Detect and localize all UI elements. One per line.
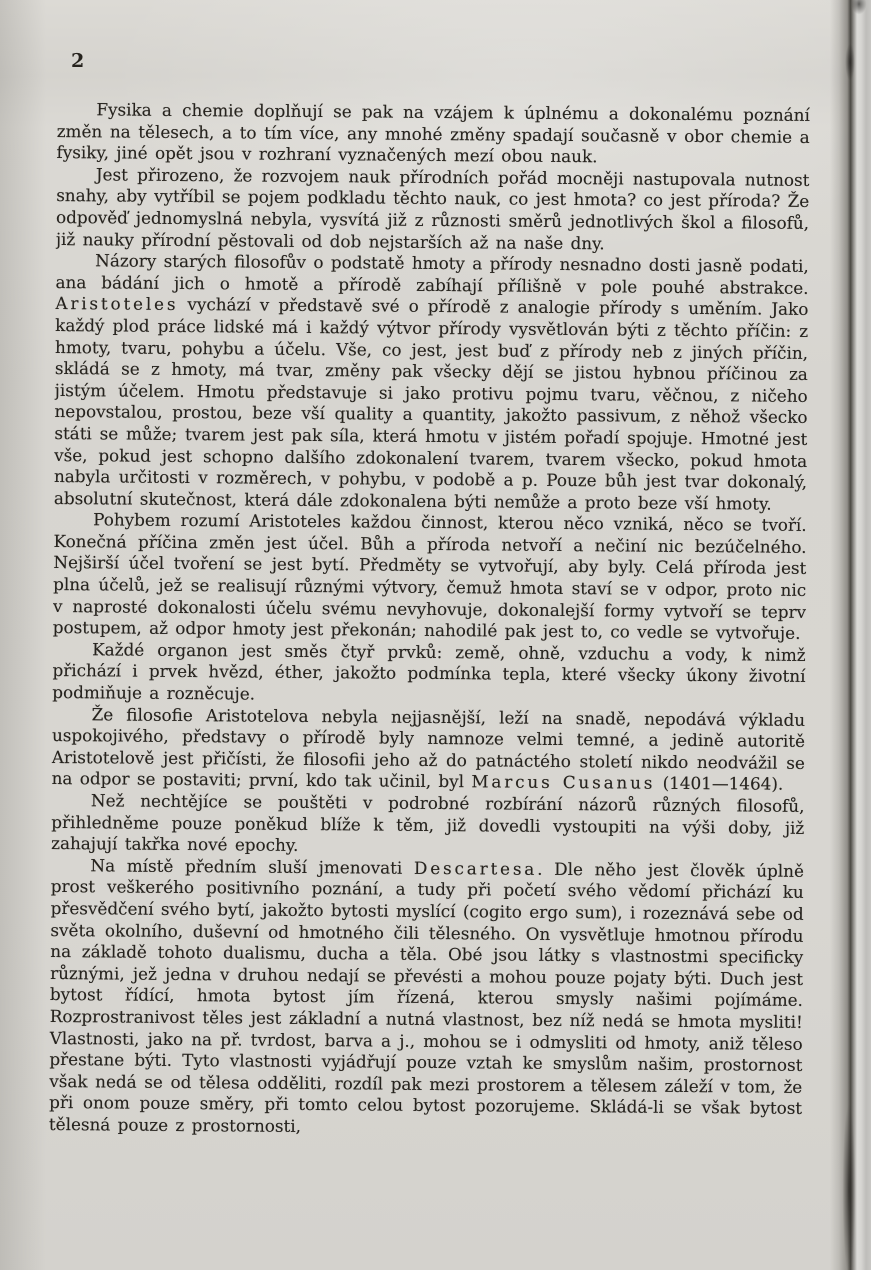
left-edge-shadow <box>0 0 46 1270</box>
paragraph <box>56 99 809 170</box>
emphasized-name: Descartesa <box>413 857 538 879</box>
emphasized-name: Aristoteles <box>55 293 179 315</box>
emphasized-name: Marcus Cusanus <box>471 771 656 794</box>
paragraph <box>56 164 810 256</box>
paragraph-text: . Dle něho jest člověk úplně prost veškerého positivního poznání, a tudy při početí svého vědomí přichází ku přesvědčení svého bytí, jakožto bytosti myslící (cogito ergo sum), i rozeznává sebe od světa okolního, duševní od hmotného čili tělesného. On vysvětluje hmotnou přírodu na základě tohoto dualismu, ducha a těla. Obé jsou látky s vlastnostmi specificky různými, jež jedna v druhou nedají se převésti a mohou pouze pojaty býti. Duch jest bytost řídící, hmota bytost jím řízená, kterou smysly našimi pojímáme. Rozprostranivost těles jest základní a nutná vlastnost, bez níž nedá se hmota mysliti! Vlastnosti, jako na př. tvrdost, barva a j., mohou se i odmysliti od hmoty, aniž těleso přestane býti. Tyto vlastnosti vyjádřují pouze vztah ke smyslům našim, prostornost však nedá se od tělesa odděliti, rozdíl pak mezi prostorem a tělesem záleží v tom, že při onom pouze směry, při tomto celou bytost pozorujeme. Skládá-li se však bytost tělesná pouze z prostornosti, <box>48 858 805 1136</box>
paragraph <box>49 855 804 1142</box>
paragraph-text: Fysika a chemie doplňují se pak na vzájem k úplnému a dokonalému poznání změn na tělesech, a to tím více, any mnohé změny spadají současně v obor chemie a fysiky, jiné opět jsou v rozhraní vyznačených mezí obou nauk. <box>56 99 810 167</box>
paragraph-text: Názory starých filosofův o podstatě hmoty a přírody nesnadno dosti jasně podati, ana bádání jich o hmotě a přírodě zabíhají přílišně v pole pouhé abstrakce. <box>55 250 809 298</box>
paragraph <box>54 250 809 515</box>
paragraph-text: vychází v představě své o přírodě z analogie přírody s uměním. Jako každý plod práce lidské má i každý výtvor přírody vysvětlován býti z těchto příčin: z hmoty, tvaru, pohybu a účelu. Vše, co jest, jest buď z přírody neb z jiných příčin, skládá se z hmoty, má tvar, změny pak všecky dějí se jistou hybnou příčinou za jistým účelem. Hmotu představuje si jako protivu pojmu tvaru, věčnou, z ničeho nepovstalou, prostou, beze vší quality a quantity, jakožto passivum, z něhož všecko státi se může; tvarem jest pak síla, která hmotu v jistém pořadí spojuje. Hmotné jest vše, pokud jest schopno dalšího zdokonalení tvarem, tvarem všecko, pokud hmota nabyla určitosti v rozměrech, v pohybu, v podobě a p. Pouze bůh jest tvar dokonalý, absolutní skutečnost, která dále zdokonalena býti nemůže a proto beze vší hmoty. <box>53 294 809 514</box>
paragraph-text: Každé organon jest směs čtyř prvků: země, ohně, vzduchu a vody, k nimž přichází i prvek hvězd, éther, jakožto podmínka tepla, které všecky úkony životní podmiňuje a rozněcuje. <box>52 639 806 704</box>
paragraph-text: Pohybem rozumí Aristoteles každou činnost, kterou něco vzniká, něco se tvoří. Konečná příčina změn jest účel. Bůh a příroda netvoří a nečiní nic bezúčelného. Nejširší účel tvoření se jest bytí. Předměty se vytvořují, aby byly. Celá příroda jest plna účelů, jež se realisují různými výtvory, čemuž hmota staví se v odpor, proto nic v naprosté dokonalosti účelu svému nevyhovuje, dokonalejší formy vytvoří se teprv postupem, až odpor hmoty jest překonán; nahodilé pak jest to, co vedle se vytvořuje. <box>52 509 807 644</box>
paragraph <box>53 509 807 644</box>
paragraph-text: (1401—1464). <box>655 773 784 795</box>
paragraph-text: Jest přirozeno, že rozvojem nauk přírodních pořád mocněji nastupovala nutnost snahy, aby vytříbil se pojem podkladu těchto nauk, co jest hmota? co jest příroda? Že odpověď jednomyslná nebyla, vysvítá již z různosti směrů jednotlivých škol a filosofů, již nauky přírodní pěstovali od dob nejstarších až na naše dny. <box>55 164 810 253</box>
paragraph <box>51 790 804 861</box>
page-number: 2 <box>70 49 85 73</box>
binding-edge-shadow <box>830 0 871 1270</box>
paragraph-text: Na místě předním sluší jmenovati <box>90 855 415 878</box>
paragraph <box>52 704 806 796</box>
paragraph <box>52 639 805 710</box>
paragraph-text: Že filosofie Aristotelova nebyla nejjasnější, leží na snadě, nepodává výkladu uspokojivého, představy o přírodě byly namnoze velmi temné, a jedině autoritě Aristotelově jest přičísti, že filosofii jeho až do patnáctého století nikdo neodvážil se na odpor se postaviti; první, kdo tak učinil, byl <box>51 703 806 792</box>
text-block <box>48 99 810 1237</box>
paragraph-text: Než nechtějíce se pouštěti v podrobné rozbírání názorů různých filosofů, přihledněme pouze poněkud blíže k těm, již dovedli vystoupiti na výši doby, již zahajují takřka nové epochy. <box>51 790 805 856</box>
